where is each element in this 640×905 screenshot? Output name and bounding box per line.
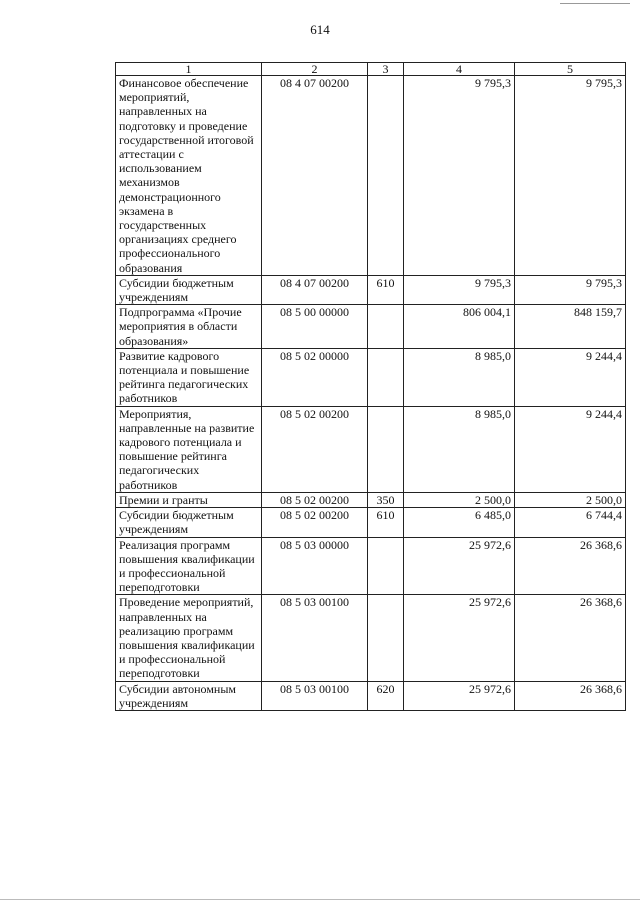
amount-year-2-cell: 6 744,4 [515, 508, 626, 537]
column-header: 2 [262, 63, 368, 76]
expense-type-cell: 610 [368, 508, 404, 537]
column-header: 5 [515, 63, 626, 76]
expense-type-cell [368, 305, 404, 349]
expense-type-cell [368, 595, 404, 681]
amount-year-1-cell: 2 500,0 [404, 492, 515, 507]
expense-type-cell [368, 76, 404, 276]
expense-type-cell: 350 [368, 492, 404, 507]
table-row [116, 492, 626, 507]
table-header-row [116, 63, 626, 76]
table-row [116, 348, 626, 406]
target-code-cell: 08 5 02 00200 [262, 492, 368, 507]
target-code-cell: 08 5 03 00000 [262, 537, 368, 595]
item-name-cell: Подпрограмма «Прочие мероприятия в области образования» [116, 305, 262, 349]
expense-type-cell: 610 [368, 275, 404, 304]
target-code-cell: 08 5 03 00100 [262, 681, 368, 710]
amount-year-2-cell: 9 244,4 [515, 348, 626, 406]
target-code-cell: 08 5 03 00100 [262, 595, 368, 681]
table-row [116, 537, 626, 595]
item-name-cell: Проведение мероприятий, направленных на реализацию программ повышения квалификации и профессиональной переподготовки [116, 595, 262, 681]
target-code-cell: 08 5 00 00000 [262, 305, 368, 349]
target-code-cell: 08 4 07 00200 [262, 275, 368, 304]
amount-year-1-cell: 6 485,0 [404, 508, 515, 537]
item-name-cell: Финансовое обеспечение мероприятий, направленных на подготовку и проведение государственной итоговой аттестации с использованием механизмов демонстрационного экзамена в государственных организациях среднего профессионального образования [116, 76, 262, 276]
amount-year-2-cell: 26 368,6 [515, 681, 626, 710]
table-row [116, 275, 626, 304]
item-name-cell: Премии и гранты [116, 492, 262, 507]
item-name-cell: Субсидии автономным учреждениям [116, 681, 262, 710]
amount-year-2-cell: 848 159,7 [515, 305, 626, 349]
amount-year-2-cell: 9 795,3 [515, 275, 626, 304]
budget-table [115, 62, 626, 711]
table-row [116, 76, 626, 276]
amount-year-2-cell: 9 795,3 [515, 76, 626, 276]
target-code-cell: 08 4 07 00200 [262, 76, 368, 276]
item-name-cell: Реализация программ повышения квалификации и профессиональной переподготовки [116, 537, 262, 595]
amount-year-1-cell: 9 795,3 [404, 275, 515, 304]
amount-year-1-cell: 25 972,6 [404, 595, 515, 681]
item-name-cell: Субсидии бюджетным учреждениям [116, 508, 262, 537]
amount-year-1-cell: 8 985,0 [404, 348, 515, 406]
amount-year-1-cell: 8 985,0 [404, 406, 515, 492]
target-code-cell: 08 5 02 00200 [262, 406, 368, 492]
table-row [116, 681, 626, 710]
table-row [116, 595, 626, 681]
amount-year-2-cell: 26 368,6 [515, 537, 626, 595]
amount-year-1-cell: 25 972,6 [404, 537, 515, 595]
table-row [116, 305, 626, 349]
amount-year-1-cell: 806 004,1 [404, 305, 515, 349]
amount-year-1-cell: 9 795,3 [404, 76, 515, 276]
table-row [116, 406, 626, 492]
expense-type-cell [368, 406, 404, 492]
amount-year-2-cell: 9 244,4 [515, 406, 626, 492]
target-code-cell: 08 5 02 00000 [262, 348, 368, 406]
amount-year-2-cell: 2 500,0 [515, 492, 626, 507]
column-header: 4 [404, 63, 515, 76]
target-code-cell: 08 5 02 00200 [262, 508, 368, 537]
expense-type-cell: 620 [368, 681, 404, 710]
item-name-cell: Мероприятия, направленные на развитие кадрового потенциала и повышение рейтинга педагогических работников [116, 406, 262, 492]
page-number: 614 [310, 22, 330, 37]
amount-year-1-cell: 25 972,6 [404, 681, 515, 710]
column-header: 1 [116, 63, 262, 76]
table-row [116, 508, 626, 537]
column-header: 3 [368, 63, 404, 76]
scan-edge-line-bottom [0, 899, 640, 900]
amount-year-2-cell: 26 368,6 [515, 595, 626, 681]
item-name-cell: Развитие кадрового потенциала и повышение рейтинга педагогических работников [116, 348, 262, 406]
expense-type-cell [368, 348, 404, 406]
item-name-cell: Субсидии бюджетным учреждениям [116, 275, 262, 304]
expense-type-cell [368, 537, 404, 595]
scan-edge-line-top [560, 3, 630, 4]
